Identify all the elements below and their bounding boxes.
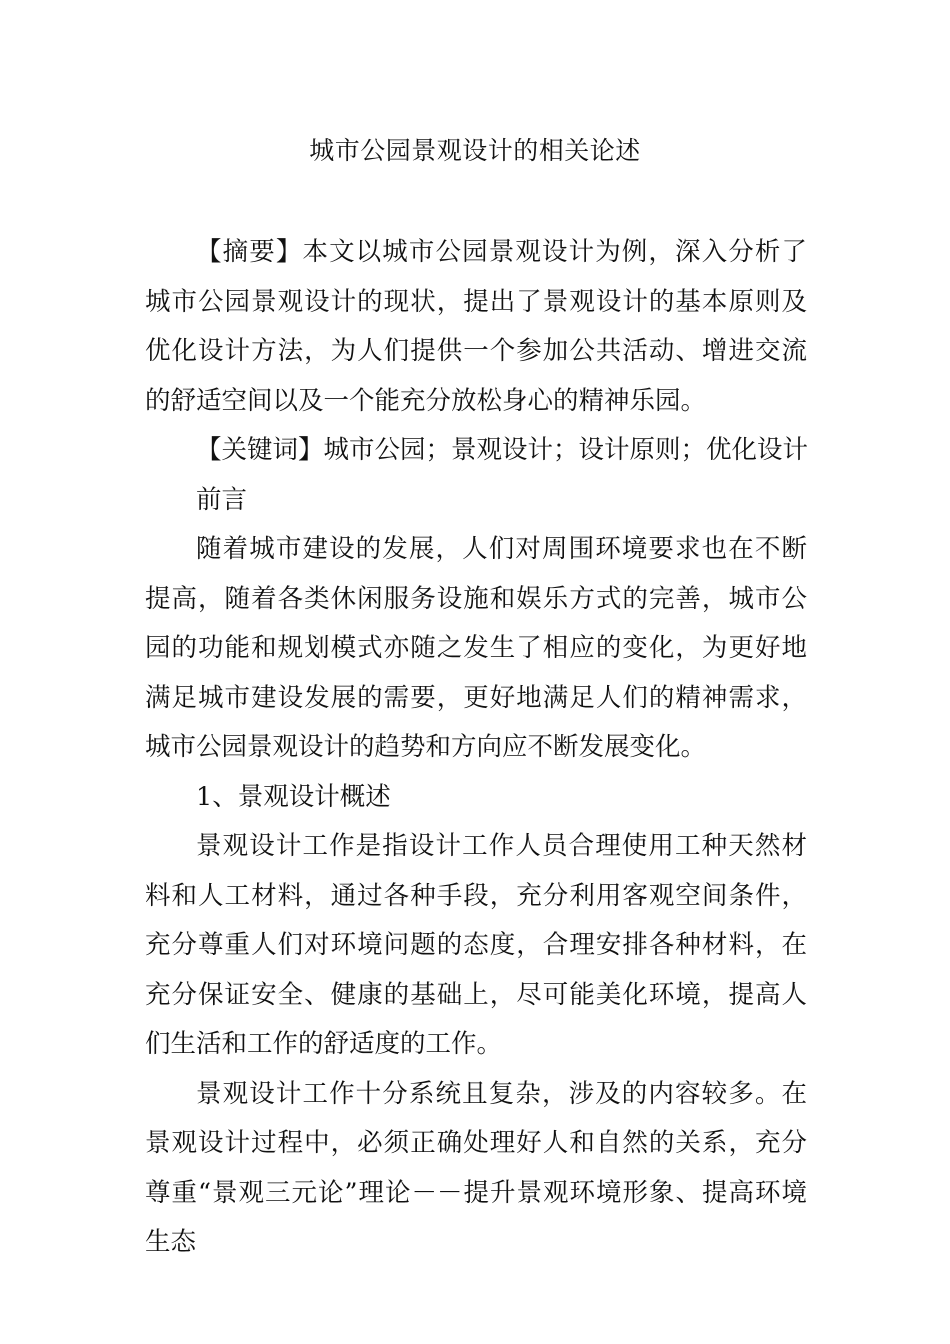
keywords-label: 【关键词】	[196, 435, 324, 465]
section-1-heading: 1、景观设计概述	[196, 781, 391, 812]
abstract-label: 【摘要】	[196, 237, 303, 267]
abstract-text: 本文以城市公园景观设计为例，深入分析了城市公园景观设计的现状，提出了景观设计的基本原则及优化设计方法，为人们提供一个参加公共活动、增进交流的舒适空间以及一个能充分放松身心的精神乐园。	[145, 237, 807, 416]
preface-paragraph: 随着城市建设的发展，人们对周围环境要求也在不断提高，随着各类休闲服务设施和娱乐方式的完善，城市公园的功能和规划模式亦随之发生了相应的变化，为更好地满足城市建设发展的需要，更好地满足人们的精神需求，城市公园景观设计的趋势和方向应不断发展变化。	[145, 534, 807, 762]
keywords-line	[145, 426, 807, 476]
abstract-paragraph	[145, 228, 807, 426]
section-1-paragraph-2: 景观设计工作十分系统且复杂，涉及的内容较多。在景观设计过程中，必须正确处理好人和自然的关系，充分尊重“景观三元论”理论－－提升景观环境形象、提高环境生态	[145, 1078, 807, 1257]
preface-heading: 前言	[196, 484, 248, 515]
section-1-paragraph-1: 景观设计工作是指设计工作人员合理使用工种天然材料和人工材料，通过各种手段，充分利用客观空间条件，充分尊重人们对环境问题的态度，合理安排各种材料，在充分保证安全、健康的基础上，尽可能美化环境，提高人们生活和工作的舒适度的工作。	[145, 831, 807, 1059]
document-body	[145, 228, 807, 1268]
document-title: 城市公园景观设计的相关论述	[309, 136, 641, 165]
keywords-text: 城市公园；景观设计；设计原则；优化设计	[323, 435, 809, 465]
